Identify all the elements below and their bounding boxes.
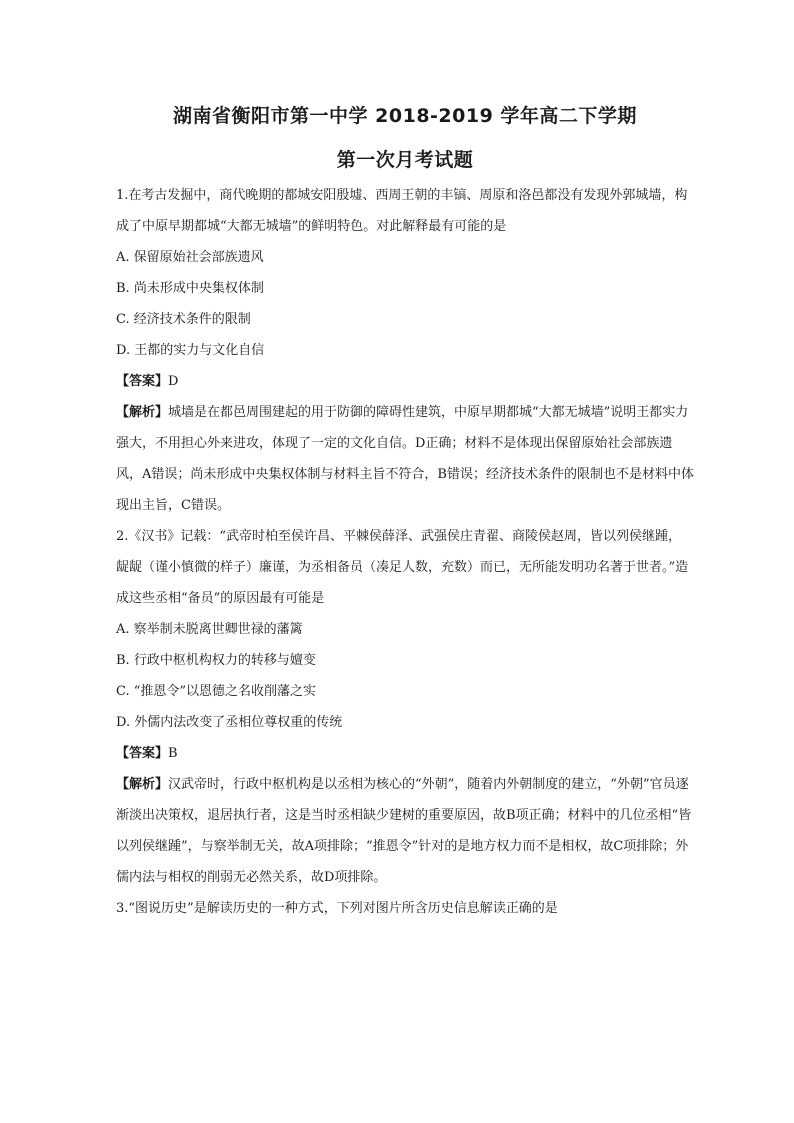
answer-label: 【答案】	[116, 746, 169, 761]
option-b: B. 行政中枢机构权力的转移与嬗变	[116, 653, 316, 668]
document-title-line1: 湖南省衡阳市第一中学 2018-2019 学年高二下学期	[173, 105, 637, 127]
option-c: C. “推恩令”以恩德之名收削藩之实	[116, 684, 317, 699]
answer-label: 【答案】	[116, 374, 169, 389]
answer-value: B	[168, 746, 178, 761]
question-stem: 2.《汉书》记载：“武帝时柏至侯许昌、平棘侯薛泽、武强侯庄青翟、商陵侯赵周，皆以列侯继踵，龊龊（谨小慎微的样子）廉谨，为丞相备员（凑足人数，充数）而已，无所能发明功名著于世者。”造成这些丞相“备员”的原因最有可能是	[116, 529, 689, 606]
question-1	[116, 180, 694, 521]
analysis-paragraph	[116, 769, 694, 893]
option-b: B. 尚未形成中央集权体制	[116, 281, 264, 296]
analysis-paragraph	[116, 397, 694, 521]
question-stem: 3.“图说历史”是解读历史的一种方式，下列对图片所含历史信息解读正确的是	[116, 901, 558, 916]
answer-value: D	[168, 374, 179, 389]
answer-line	[116, 738, 694, 769]
option-d: D. 王都的实力与文化自信	[116, 343, 265, 358]
analysis-label: 【解析】	[116, 777, 169, 792]
answer-line	[116, 366, 694, 397]
question-2	[116, 521, 694, 893]
document-title-line2: 第一次月考试题	[336, 149, 474, 171]
analysis-text: 城墙是在都邑周围建起的用于防御的障碍性建筑，中原早期都城“大都无城墙”说明王都实力强大，不用担心外来进攻，体现了一定的文化自信。D正确；材料不是体现出保留原始社会部族遗风，A错误；尚未形成中央集权体制与材料主旨不符合，B错误；经济技术条件的限制也不是材料中体现出主旨，C错误。	[116, 405, 694, 513]
analysis-label: 【解析】	[116, 405, 169, 420]
analysis-text: 汉武帝时，行政中枢机构是以丞相为核心的“外朝”，随着内外朝制度的建立，“外朝”官员逐渐淡出决策权，退居执行者，这是当时丞相缺少建树的重要原因，故B项正确；材料中的几位丞相“皆以列侯继踵”，与察举制无关，故A项排除；“推恩令”针对的是地方权力而不是相权，故C项排除；外儒内法与相权的削弱无必然关系，故D项排除。	[116, 777, 692, 885]
option-a: A. 保留原始社会部族遗风	[116, 250, 264, 265]
option-d: D. 外儒内法改变了丞相位尊权重的传统	[116, 715, 343, 730]
option-c: C. 经济技术条件的限制	[116, 312, 251, 327]
question-stem: 1.在考古发掘中，商代晚期的都城安阳殷墟、西周王朝的丰镐、周原和洛邑都没有发现外郭城墙，构成了中原早期都城“大都无城墙”的鲜明特色。对此解释最有可能的是	[116, 188, 688, 234]
question-3	[116, 893, 694, 924]
option-a: A. 察举制未脱离世卿世禄的藩篱	[116, 622, 303, 637]
